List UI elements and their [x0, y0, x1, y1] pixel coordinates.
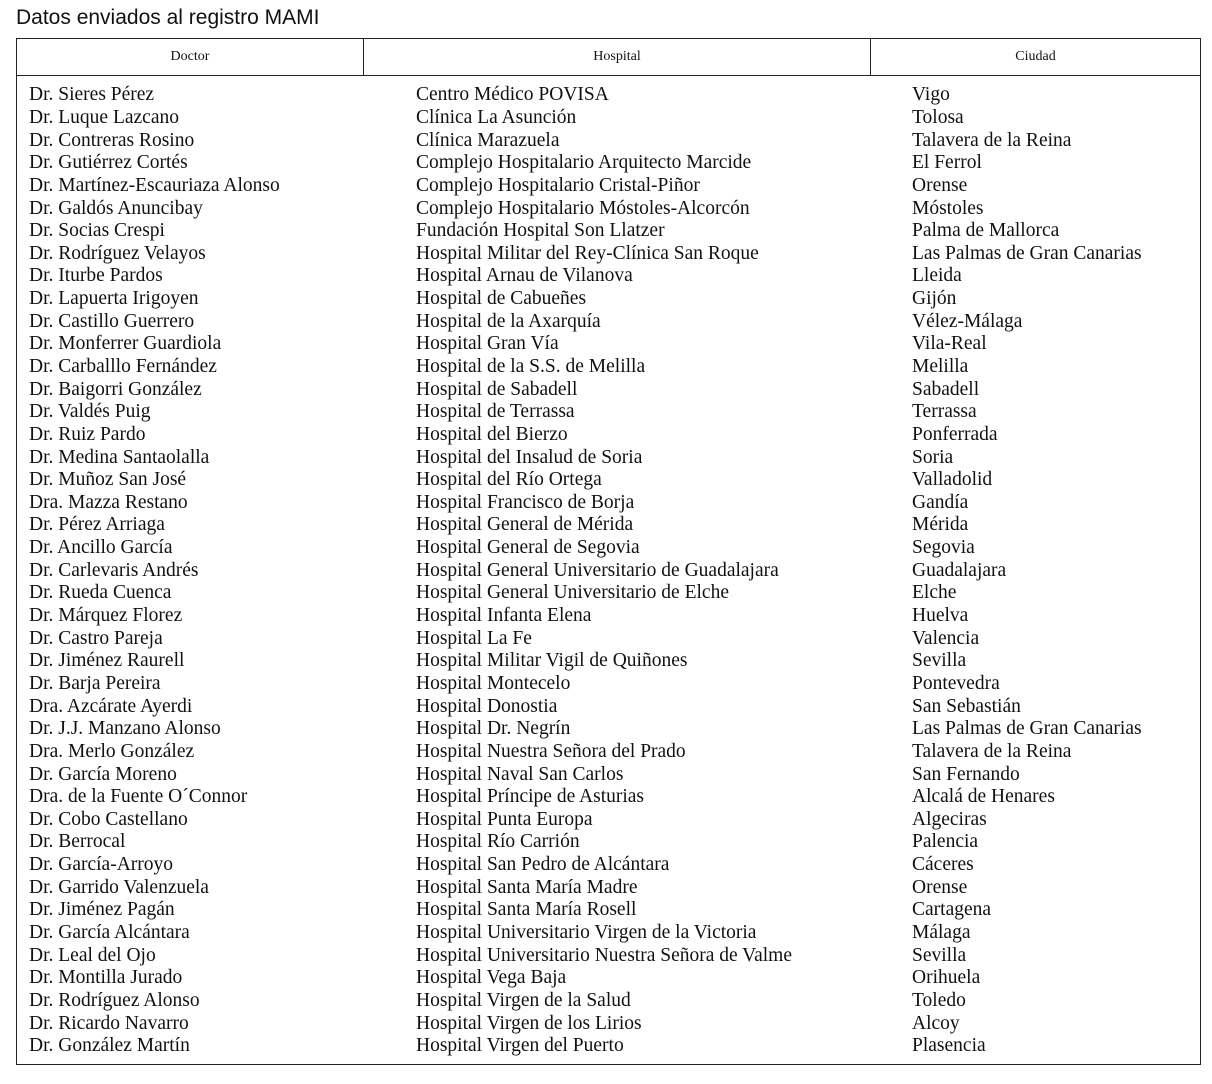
doctor-cell: Dr. Garrido Valenzuela	[29, 876, 209, 898]
doctor-cell: Dr. Ruiz Pardo	[29, 423, 146, 445]
doctor-cell: Dra. Azcárate Ayerdi	[29, 695, 193, 717]
table-row	[17, 605, 1200, 628]
ciudad-cell: Vélez-Málaga	[912, 310, 1023, 332]
ciudad-cell: Palencia	[912, 831, 979, 853]
hospital-cell: Hospital Río Carrión	[416, 831, 580, 853]
ciudad-cell: Elche	[912, 582, 957, 604]
hospital-cell: Hospital Nuestra Señora del Prado	[416, 740, 686, 762]
hospital-cell: Hospital Dr. Negrín	[416, 718, 571, 740]
hospital-cell: Hospital Infanta Elena	[416, 605, 592, 627]
table-header	[17, 39, 1200, 76]
ciudad-cell: Las Palmas de Gran Canarias	[912, 242, 1142, 264]
ciudad-cell: Plasencia	[912, 1035, 986, 1057]
hospital-cell: Hospital de Sabadell	[416, 378, 578, 400]
hospital-cell: Complejo Hospitalario Arquitecto Marcide	[416, 152, 752, 174]
table-row	[17, 695, 1200, 718]
doctor-cell: Dr. Valdés Puig	[29, 401, 151, 423]
doctor-cell: Dr. Jiménez Pagán	[29, 899, 175, 921]
hospital-cell: Hospital Santa María Rosell	[416, 899, 637, 921]
header-ciudad: Ciudad	[1015, 49, 1056, 64]
ciudad-cell: Ponferrada	[912, 423, 998, 445]
hospital-cell: Hospital Virgen de la Salud	[416, 989, 631, 1011]
doctor-cell: Dr. Castro Pareja	[29, 627, 163, 649]
ciudad-cell: San Fernando	[912, 763, 1020, 785]
table-row	[17, 129, 1200, 152]
doctor-cell: Dr. García-Arroyo	[29, 854, 174, 876]
ciudad-cell: Segovia	[912, 537, 975, 559]
table-body	[17, 84, 1200, 1058]
doctor-cell: Dr. Sieres Pérez	[29, 84, 155, 106]
ciudad-cell: Terrassa	[912, 401, 977, 423]
hospital-cell: Hospital del Bierzo	[416, 423, 568, 445]
hospital-cell: Hospital Gran Vía	[416, 333, 559, 355]
doctor-cell: Dr. Barja Pereira	[29, 672, 161, 694]
doctor-cell: Dr. Ricardo Navarro	[29, 1012, 189, 1034]
table-row	[17, 288, 1200, 311]
table-row	[17, 492, 1200, 515]
hospital-cell: Hospital Universitario Virgen de la Victoria	[416, 922, 757, 944]
doctor-cell: Dr. Rodríguez Velayos	[29, 242, 206, 264]
table-row	[17, 152, 1200, 175]
hospital-cell: Hospital Vega Baja	[416, 967, 567, 989]
doctor-cell: Dr. Medina Santaolalla	[29, 446, 210, 468]
ciudad-cell: Talavera de la Reina	[912, 129, 1072, 151]
table-row	[17, 1035, 1200, 1058]
doctor-cell: Dr. Martínez-Escauriaza Alonso	[29, 174, 280, 196]
ciudad-cell: Alcalá de Henares	[912, 786, 1055, 808]
doctor-cell: Dr. Muñoz San José	[29, 469, 187, 491]
table-row	[17, 537, 1200, 560]
hospital-cell: Hospital Universitario Nuestra Señora de Valme	[416, 944, 793, 966]
table-row	[17, 876, 1200, 899]
doctor-cell: Dr. Contreras Rosino	[29, 129, 195, 151]
ciudad-cell: Sabadell	[912, 378, 980, 400]
ciudad-cell: Orihuela	[912, 967, 981, 989]
header-hospital: Hospital	[364, 39, 871, 75]
doctor-cell: Dra. de la Fuente O´Connor	[29, 786, 248, 808]
table-row	[17, 741, 1200, 764]
table-row	[17, 582, 1200, 605]
table-row	[17, 967, 1200, 990]
hospital-cell: Hospital Naval San Carlos	[416, 763, 624, 785]
table-row	[17, 559, 1200, 582]
hospital-cell: Hospital de Cabueñes	[416, 288, 587, 310]
ciudad-cell: Cáceres	[912, 854, 974, 876]
table-row	[17, 990, 1200, 1013]
hospital-cell: Hospital del Río Ortega	[416, 469, 602, 491]
ciudad-cell: Melilla	[912, 356, 969, 377]
hospital-cell: Hospital Militar Vigil de Quiñones	[416, 650, 688, 672]
doctor-cell: Dr. Socias Crespi	[29, 220, 165, 242]
ciudad-cell: Pontevedra	[912, 672, 1000, 694]
ciudad-cell: Cartagena	[912, 899, 992, 921]
hospital-cell: Hospital Francisco de Borja	[416, 491, 635, 513]
doctor-cell: Dr. Carballlo Fernández	[29, 356, 217, 377]
hospital-cell: Hospital General de Mérida	[416, 514, 634, 536]
doctor-cell: Dr. Carlevaris Andrés	[29, 559, 199, 581]
table-row	[17, 310, 1200, 333]
ciudad-cell: San Sebastián	[912, 695, 1021, 717]
hospital-cell: Hospital Virgen del Puerto	[416, 1035, 624, 1057]
doctor-cell: Dr. Leal del Ojo	[29, 944, 156, 966]
hospital-cell: Hospital Militar del Rey-Clínica San Roque	[416, 242, 759, 264]
table-row	[17, 107, 1200, 130]
ciudad-cell: Tolosa	[912, 106, 964, 128]
table-row	[17, 650, 1200, 673]
doctor-cell: Dr. J.J. Manzano Alonso	[29, 718, 221, 740]
doctor-cell: Dr. Ancillo García	[29, 537, 173, 559]
ciudad-cell: Orense	[912, 876, 968, 898]
table-row	[17, 922, 1200, 945]
ciudad-cell: Vila-Real	[912, 333, 987, 355]
ciudad-cell: Vigo	[912, 84, 950, 106]
ciudad-cell: Gandía	[912, 491, 969, 513]
doctor-cell: Dra. Merlo González	[29, 740, 195, 762]
table-row	[17, 809, 1200, 832]
table-row	[17, 673, 1200, 696]
doctor-cell: Dr. Jiménez Raurell	[29, 650, 185, 672]
hospital-cell: Hospital General Universitario de Guadalajara	[416, 559, 779, 581]
table-row	[17, 469, 1200, 492]
table-row	[17, 718, 1200, 741]
table-row	[17, 763, 1200, 786]
hospital-cell: Hospital de Terrassa	[416, 401, 575, 423]
hospital-cell: Clínica Marazuela	[416, 129, 560, 151]
hospital-cell: Hospital La Fe	[416, 627, 532, 649]
doctor-cell: Dr. Luque Lazcano	[29, 106, 179, 128]
hospital-cell: Hospital Donostia	[416, 695, 558, 717]
table-row	[17, 944, 1200, 967]
hospital-cell: Centro Médico POVISA	[416, 84, 609, 106]
table-row	[17, 899, 1200, 922]
table-row	[17, 265, 1200, 288]
doctor-cell: Dr. Castillo Guerrero	[29, 310, 195, 332]
ciudad-cell: Toledo	[912, 989, 966, 1011]
hospital-cell: Hospital Santa María Madre	[416, 876, 638, 898]
ciudad-cell: Móstoles	[912, 197, 984, 219]
table-row	[17, 197, 1200, 220]
ciudad-cell: Sevilla	[912, 944, 967, 966]
hospital-cell: Hospital Arnau de Vilanova	[416, 265, 633, 287]
doctor-cell: Dr. Baigorri González	[29, 378, 202, 400]
doctor-cell: Dr. Márquez Florez	[29, 605, 183, 627]
table-row	[17, 175, 1200, 198]
doctor-cell: Dr. Pérez Arriaga	[29, 514, 165, 536]
ciudad-cell: Las Palmas de Gran Canarias	[912, 718, 1142, 740]
ciudad-cell: Guadalajara	[912, 559, 1007, 581]
doctor-cell: Dr. García Alcántara	[29, 922, 190, 944]
ciudad-cell: Algeciras	[912, 808, 987, 830]
table-row	[17, 242, 1200, 265]
hospital-cell: Hospital de la S.S. de Melilla	[416, 356, 646, 377]
doctor-cell: Dr. Montilla Jurado	[29, 967, 183, 989]
ciudad-cell: Gijón	[912, 288, 957, 310]
table-row	[17, 1012, 1200, 1035]
ciudad-cell: Valencia	[912, 627, 980, 649]
doctor-cell: Dr. Rueda Cuenca	[29, 582, 172, 604]
doctor-cell: Dr. Iturbe Pardos	[29, 265, 163, 287]
doctor-cell: Dr. Monferrer Guardiola	[29, 333, 222, 355]
ciudad-cell: Orense	[912, 174, 968, 196]
ciudad-cell: Alcoy	[912, 1012, 960, 1034]
hospital-cell: Hospital de la Axarquía	[416, 310, 601, 332]
table-row	[17, 84, 1200, 107]
hospital-cell: Hospital Punta Europa	[416, 808, 593, 830]
table-row	[17, 220, 1200, 243]
hospital-cell: Complejo Hospitalario Cristal-Piñor	[416, 174, 700, 196]
ciudad-cell: Palma de Mallorca	[912, 220, 1060, 242]
header-doctor: Doctor	[17, 39, 364, 75]
ciudad-cell: Sevilla	[912, 650, 967, 672]
ciudad-cell: Mérida	[912, 514, 969, 536]
hospital-cell: Clínica La Asunción	[416, 106, 577, 128]
ciudad-cell: Valladolid	[912, 469, 993, 491]
doctor-cell: Dr. Rodríguez Alonso	[29, 989, 200, 1011]
registry-table	[16, 38, 1201, 1065]
ciudad-cell: Lleida	[912, 265, 962, 287]
doctor-cell: Dr. Berrocal	[29, 831, 126, 853]
ciudad-cell: Talavera de la Reina	[912, 740, 1072, 762]
table-row	[17, 356, 1200, 379]
doctor-cell: Dr. Cobo Castellano	[29, 808, 188, 830]
table-row	[17, 401, 1200, 424]
hospital-cell: Hospital Virgen de los Lirios	[416, 1012, 642, 1034]
page-title: Datos enviados al registro MAMI	[16, 6, 320, 29]
doctor-cell: Dr. García Moreno	[29, 763, 177, 785]
doctor-cell: Dr. González Martín	[29, 1035, 190, 1057]
table-row	[17, 333, 1200, 356]
table-row	[17, 424, 1200, 447]
doctor-cell: Dr. Gutiérrez Cortés	[29, 152, 188, 174]
table-row	[17, 831, 1200, 854]
ciudad-cell: El Ferrol	[912, 152, 982, 174]
doctor-cell: Dr. Lapuerta Irigoyen	[29, 288, 199, 310]
table-row	[17, 514, 1200, 537]
ciudad-cell: Huelva	[912, 605, 969, 627]
table-row	[17, 446, 1200, 469]
doctor-cell: Dra. Mazza Restano	[29, 491, 188, 513]
hospital-cell: Hospital del Insalud de Soria	[416, 446, 643, 468]
hospital-cell: Hospital Príncipe de Asturias	[416, 786, 645, 808]
hospital-cell: Hospital Montecelo	[416, 672, 571, 694]
hospital-cell: Complejo Hospitalario Móstoles-Alcorcón	[416, 197, 750, 219]
hospital-cell: Hospital General Universitario de Elche	[416, 582, 729, 604]
table-row	[17, 627, 1200, 650]
doctor-cell: Dr. Galdós Anuncibay	[29, 197, 203, 219]
ciudad-cell: Málaga	[912, 922, 971, 944]
table-row	[17, 378, 1200, 401]
hospital-cell: Hospital San Pedro de Alcántara	[416, 854, 670, 876]
hospital-cell: Hospital General de Segovia	[416, 537, 640, 559]
hospital-cell: Fundación Hospital Son Llatzer	[416, 220, 665, 242]
ciudad-cell: Soria	[912, 446, 954, 468]
table-row	[17, 854, 1200, 877]
table-row	[17, 786, 1200, 809]
